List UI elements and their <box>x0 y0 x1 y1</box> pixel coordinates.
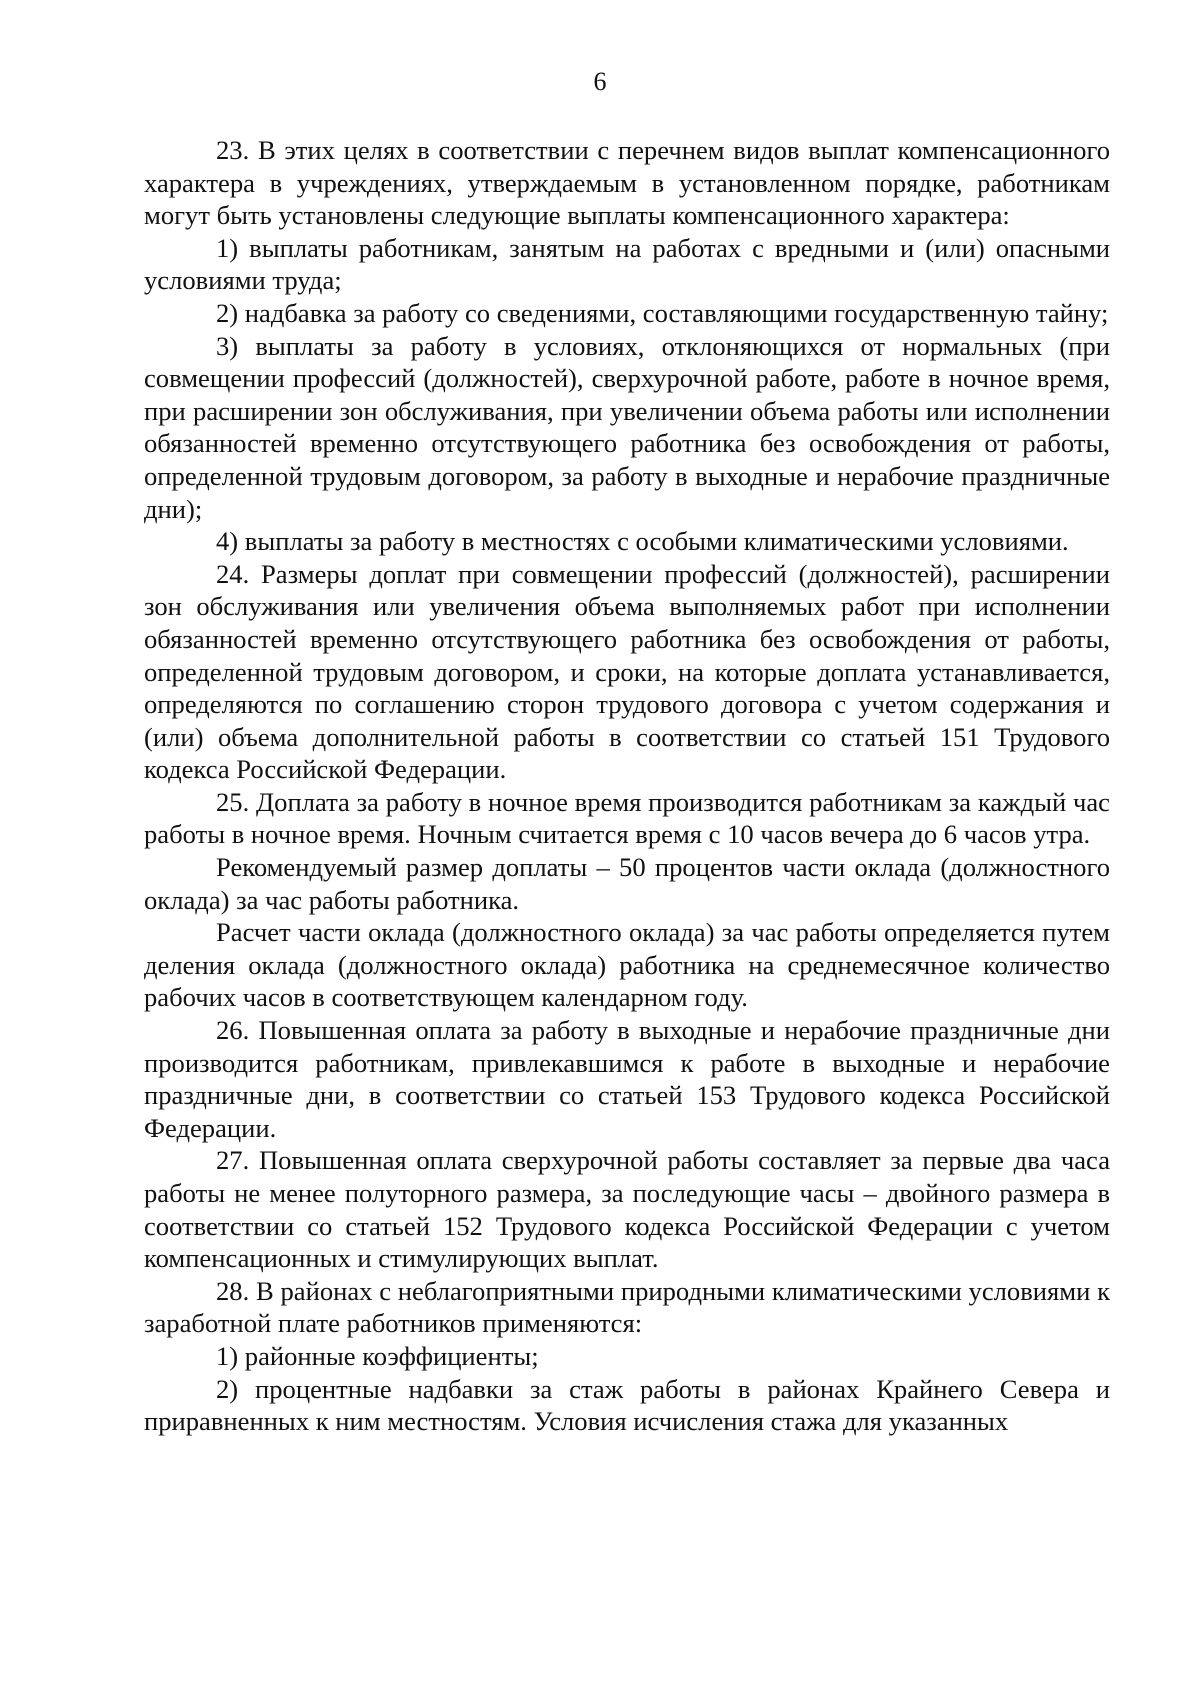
paragraph-25-calculation: Расчет части оклада (должностного оклада) за час работы определяется путем деления оклада (должностного оклада) работника на среднемесячное количество рабочих часов в соответствующем календарном году. <box>144 917 1110 1013</box>
page-number: 6 <box>593 67 607 96</box>
paragraph-23: 23. В этих целях в соответствии с перечнем видов выплат компенсационного характера в учреждениях, утверждаемым в установленном порядке, работникам могут быть установлены следующие выплаты компенсационного характера: <box>144 135 1110 231</box>
document-body <box>144 134 1110 1438</box>
paragraph-26: 26. Повышенная оплата за работу в выходные и нерабочие праздничные дни производится работникам, привлекавшимся к работе в выходные и нерабочие праздничные дни, в соответствии со статьей 153 Трудового кодекса Российской Федерации. <box>144 1015 1110 1143</box>
paragraph-23-item-2: 2) надбавка за работу со сведениями, составляющими государственную тайну; <box>216 297 1109 328</box>
paragraph-23-item-4: 4) выплаты за работу в местностях с особыми климатическими условиями. <box>216 526 1069 557</box>
paragraph-24: 24. Размеры доплат при совмещении профессий (должностей), расширении зон обслуживания или увеличения объема выполняемых работ при исполнении обязанностей временно отсутствующего работника без освобождения от работы, определенной трудовым договором, и сроки, на которые доплата устанавливается, определяются по соглашению сторон трудового договора с учетом содержания и (или) объема дополнительной работы в соответствии со статьей 151 Трудового кодекса Российской Федерации. <box>144 558 1110 785</box>
paragraph-28-item-1: 1) районные коэффициенты; <box>216 1340 539 1371</box>
paragraph-23-item-3: 3) выплаты за работу в условиях, отклоняющихся от нормальных (при совмещении профессий (должностей), сверхурочной работе, работе в ночное время, при расширении зон обслуживания, при увеличении объема работы или исполнении обязанностей временно отсутствующего работника без освобождения от работы, определенной трудовым договором, за работу в выходные и нерабочие праздничные дни); <box>144 330 1110 524</box>
paragraph-25-rate: Рекомендуемый размер доплаты – 50 процентов части оклада (должностного оклада) за час работы работника. <box>144 852 1110 915</box>
paragraph-25: 25. Доплата за работу в ночное время производится работникам за каждый час работы в ночное время. Ночным считается время с 10 часов вечера до 6 часов утра. <box>144 786 1110 850</box>
paragraph-23-item-1: 1) выплаты работникам, занятым на работах с вредными и (или) опасными условиями труда; <box>144 232 1110 296</box>
paragraph-28-item-2: 2) процентные надбавки за стаж работы в районах Крайнего Севера и приравненных к ним местностям. Условия исчисления стажа для указанных <box>144 1373 1110 1437</box>
paragraph-27: 27. Повышенная оплата сверхурочной работы составляет за первые два часа работы не менее полуторного размера, за последующие часы – двойного размера в соответствии со статьей 152 Трудового кодекса Российской Федерации с учетом компенсационных и стимулирующих выплат. <box>144 1145 1110 1274</box>
paragraph-28: 28. В районах с неблагоприятными природными климатическими условиями к заработной плате работников применяются: <box>144 1275 1110 1339</box>
